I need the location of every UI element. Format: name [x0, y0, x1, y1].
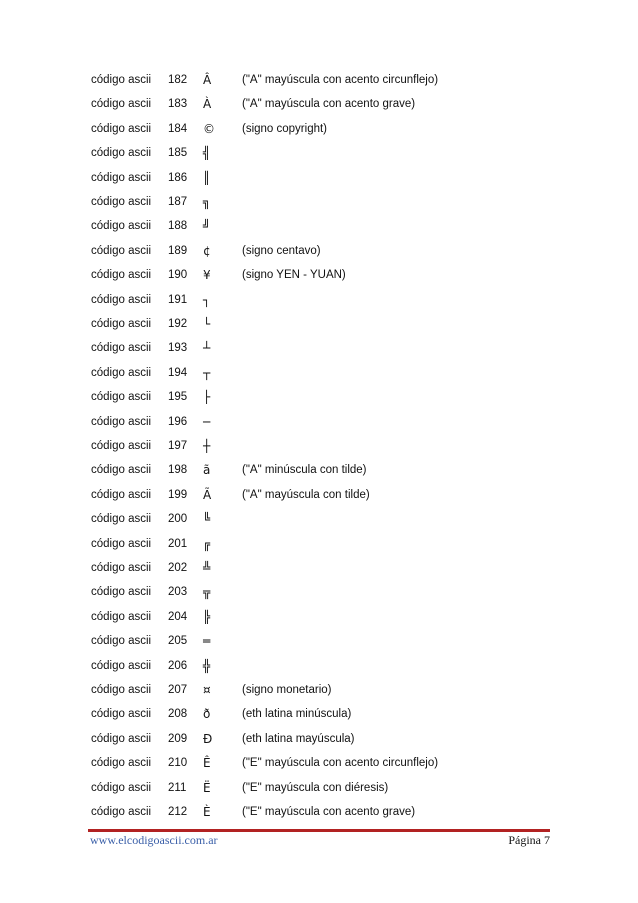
row-label: código ascii — [91, 122, 152, 135]
table-row — [0, 387, 638, 407]
row-code: 203 — [168, 586, 188, 599]
row-label: código ascii — [91, 488, 152, 501]
row-label: código ascii — [91, 684, 152, 696]
row-glyph: ├ — [203, 390, 211, 405]
row-code: 204 — [168, 610, 188, 623]
row-label: código ascii — [91, 147, 152, 160]
row-label: código ascii — [91, 293, 152, 306]
row-description: ("E" mayúscula con diéresis) — [242, 781, 389, 794]
table-row — [0, 216, 638, 236]
row-glyph: ¤ — [203, 683, 211, 697]
footer-website-link[interactable]: www.elcodigoascii.com.ar — [90, 833, 218, 847]
table-row — [0, 363, 638, 383]
row-description: (signo YEN - YUAN) — [242, 269, 346, 282]
table-row — [0, 704, 638, 724]
row-code: 190 — [168, 269, 188, 282]
row-label: código ascii — [91, 659, 152, 672]
row-glyph: © — [203, 121, 215, 136]
row-label: código ascii — [91, 318, 152, 330]
row-label: código ascii — [91, 708, 152, 721]
table-row — [0, 802, 638, 822]
table-row — [0, 290, 638, 310]
footer-rule — [88, 829, 550, 832]
row-glyph: Ë — [203, 780, 211, 795]
row-code: 191 — [168, 293, 188, 306]
row-description: ("E" mayúscula con acento grave) — [242, 806, 416, 818]
row-code: 202 — [168, 562, 188, 574]
table-row — [0, 534, 638, 554]
row-label: código ascii — [91, 342, 152, 355]
row-label: código ascii — [91, 220, 152, 233]
row-glyph: ╝ — [203, 219, 211, 234]
table-row — [0, 582, 638, 602]
row-code: 207 — [168, 684, 188, 696]
table-row — [0, 680, 638, 700]
row-label: código ascii — [91, 806, 152, 818]
row-code: 184 — [168, 122, 188, 135]
row-label: código ascii — [91, 464, 152, 477]
row-description: (signo copyright) — [242, 122, 328, 135]
row-description: (signo centavo) — [242, 244, 321, 257]
row-glyph: ¢ — [203, 243, 211, 258]
table-row — [0, 119, 638, 139]
row-code: 193 — [168, 342, 188, 355]
row-glyph: ┼ — [203, 439, 211, 453]
row-code: 198 — [168, 464, 188, 477]
table-row — [0, 753, 638, 773]
row-code: 200 — [168, 513, 188, 526]
row-glyph: Ã — [203, 487, 212, 502]
row-code: 197 — [168, 440, 188, 452]
row-glyph: ═ — [203, 634, 211, 649]
row-code: 182 — [168, 74, 188, 86]
row-description: ("A" mayúscula con tilde) — [242, 488, 370, 501]
row-description: (eth latina minúscula) — [242, 708, 352, 721]
page-number: Página 7 — [508, 833, 550, 847]
row-code: 206 — [168, 659, 188, 672]
row-label: código ascii — [91, 366, 152, 379]
row-description: ("E" mayúscula con acento circunflejo) — [242, 757, 439, 770]
row-glyph: Ð — [203, 731, 213, 746]
row-label: código ascii — [91, 562, 152, 574]
row-glyph: ╣ — [203, 146, 211, 161]
table-row — [0, 94, 638, 114]
table-row — [0, 241, 638, 261]
row-label: código ascii — [91, 269, 152, 282]
row-code: 189 — [168, 244, 188, 257]
table-row — [0, 338, 638, 358]
row-label: código ascii — [91, 781, 152, 794]
row-code: 205 — [168, 635, 188, 648]
row-code: 192 — [168, 318, 188, 330]
row-glyph: ╗ — [203, 195, 211, 209]
row-glyph: ┐ — [203, 292, 211, 307]
row-label: código ascii — [91, 537, 152, 550]
row-glyph: ╔ — [203, 536, 211, 551]
row-label: código ascii — [91, 757, 152, 770]
row-label: código ascii — [91, 74, 152, 86]
row-code: 185 — [168, 147, 188, 160]
table-row — [0, 460, 638, 480]
row-glyph: Ê — [203, 756, 211, 771]
table-row — [0, 143, 638, 163]
row-glyph: ╬ — [203, 658, 211, 673]
table-row — [0, 168, 638, 188]
row-code: 211 — [168, 781, 187, 794]
table-row — [0, 558, 638, 578]
row-label: código ascii — [91, 732, 152, 745]
row-glyph: ╦ — [203, 585, 211, 600]
table-row — [0, 412, 638, 432]
row-glyph: ¥ — [203, 268, 211, 283]
row-glyph: À — [203, 97, 212, 112]
table-row — [0, 607, 638, 627]
table-row — [0, 436, 638, 456]
row-label: código ascii — [91, 513, 152, 526]
row-label: código ascii — [91, 635, 152, 648]
row-code: 183 — [168, 98, 188, 111]
row-description: (eth latina mayúscula) — [242, 732, 355, 745]
row-label: código ascii — [91, 440, 152, 452]
row-code: 212 — [168, 806, 188, 818]
table-row — [0, 485, 638, 505]
row-label: código ascii — [91, 610, 152, 623]
row-code: 188 — [168, 220, 188, 233]
row-description: (signo monetario) — [242, 684, 332, 696]
row-glyph: ║ — [203, 170, 211, 185]
row-code: 194 — [168, 366, 188, 379]
row-glyph: ─ — [203, 414, 211, 429]
row-description: ("A" mayúscula con acento grave) — [242, 98, 416, 111]
row-glyph: ╠ — [203, 609, 211, 624]
row-glyph: ã — [203, 463, 211, 478]
row-glyph: ╚ — [203, 512, 211, 527]
table-row — [0, 192, 638, 212]
row-glyph: └ — [203, 317, 211, 331]
row-code: 186 — [168, 171, 188, 184]
row-glyph: Â — [203, 73, 212, 87]
row-label: código ascii — [91, 415, 152, 428]
table-row — [0, 729, 638, 749]
row-label: código ascii — [91, 171, 152, 184]
row-label: código ascii — [91, 391, 152, 404]
row-code: 187 — [168, 196, 188, 208]
row-code: 195 — [168, 391, 188, 404]
row-glyph: ┴ — [203, 341, 211, 356]
row-label: código ascii — [91, 196, 152, 208]
row-label: código ascii — [91, 98, 152, 111]
row-description: ("A" minúscula con tilde) — [242, 464, 367, 477]
row-code: 210 — [168, 757, 188, 770]
table-row — [0, 314, 638, 334]
row-glyph: È — [203, 805, 211, 819]
table-row — [0, 778, 638, 798]
table-row — [0, 509, 638, 529]
row-code: 199 — [168, 488, 188, 501]
row-code: 209 — [168, 732, 188, 745]
table-row — [0, 656, 638, 676]
row-code: 208 — [168, 708, 188, 721]
row-glyph: ð — [203, 707, 211, 722]
row-label: código ascii — [91, 244, 152, 257]
row-code: 196 — [168, 415, 188, 428]
row-code: 201 — [168, 537, 188, 550]
row-description: ("A" mayúscula con acento circunflejo) — [242, 74, 439, 86]
table-row — [0, 265, 638, 285]
row-label: código ascii — [91, 586, 152, 599]
table-row — [0, 631, 638, 651]
row-glyph: ╩ — [203, 561, 211, 575]
row-glyph: ┬ — [203, 365, 211, 380]
table-row — [0, 70, 638, 90]
